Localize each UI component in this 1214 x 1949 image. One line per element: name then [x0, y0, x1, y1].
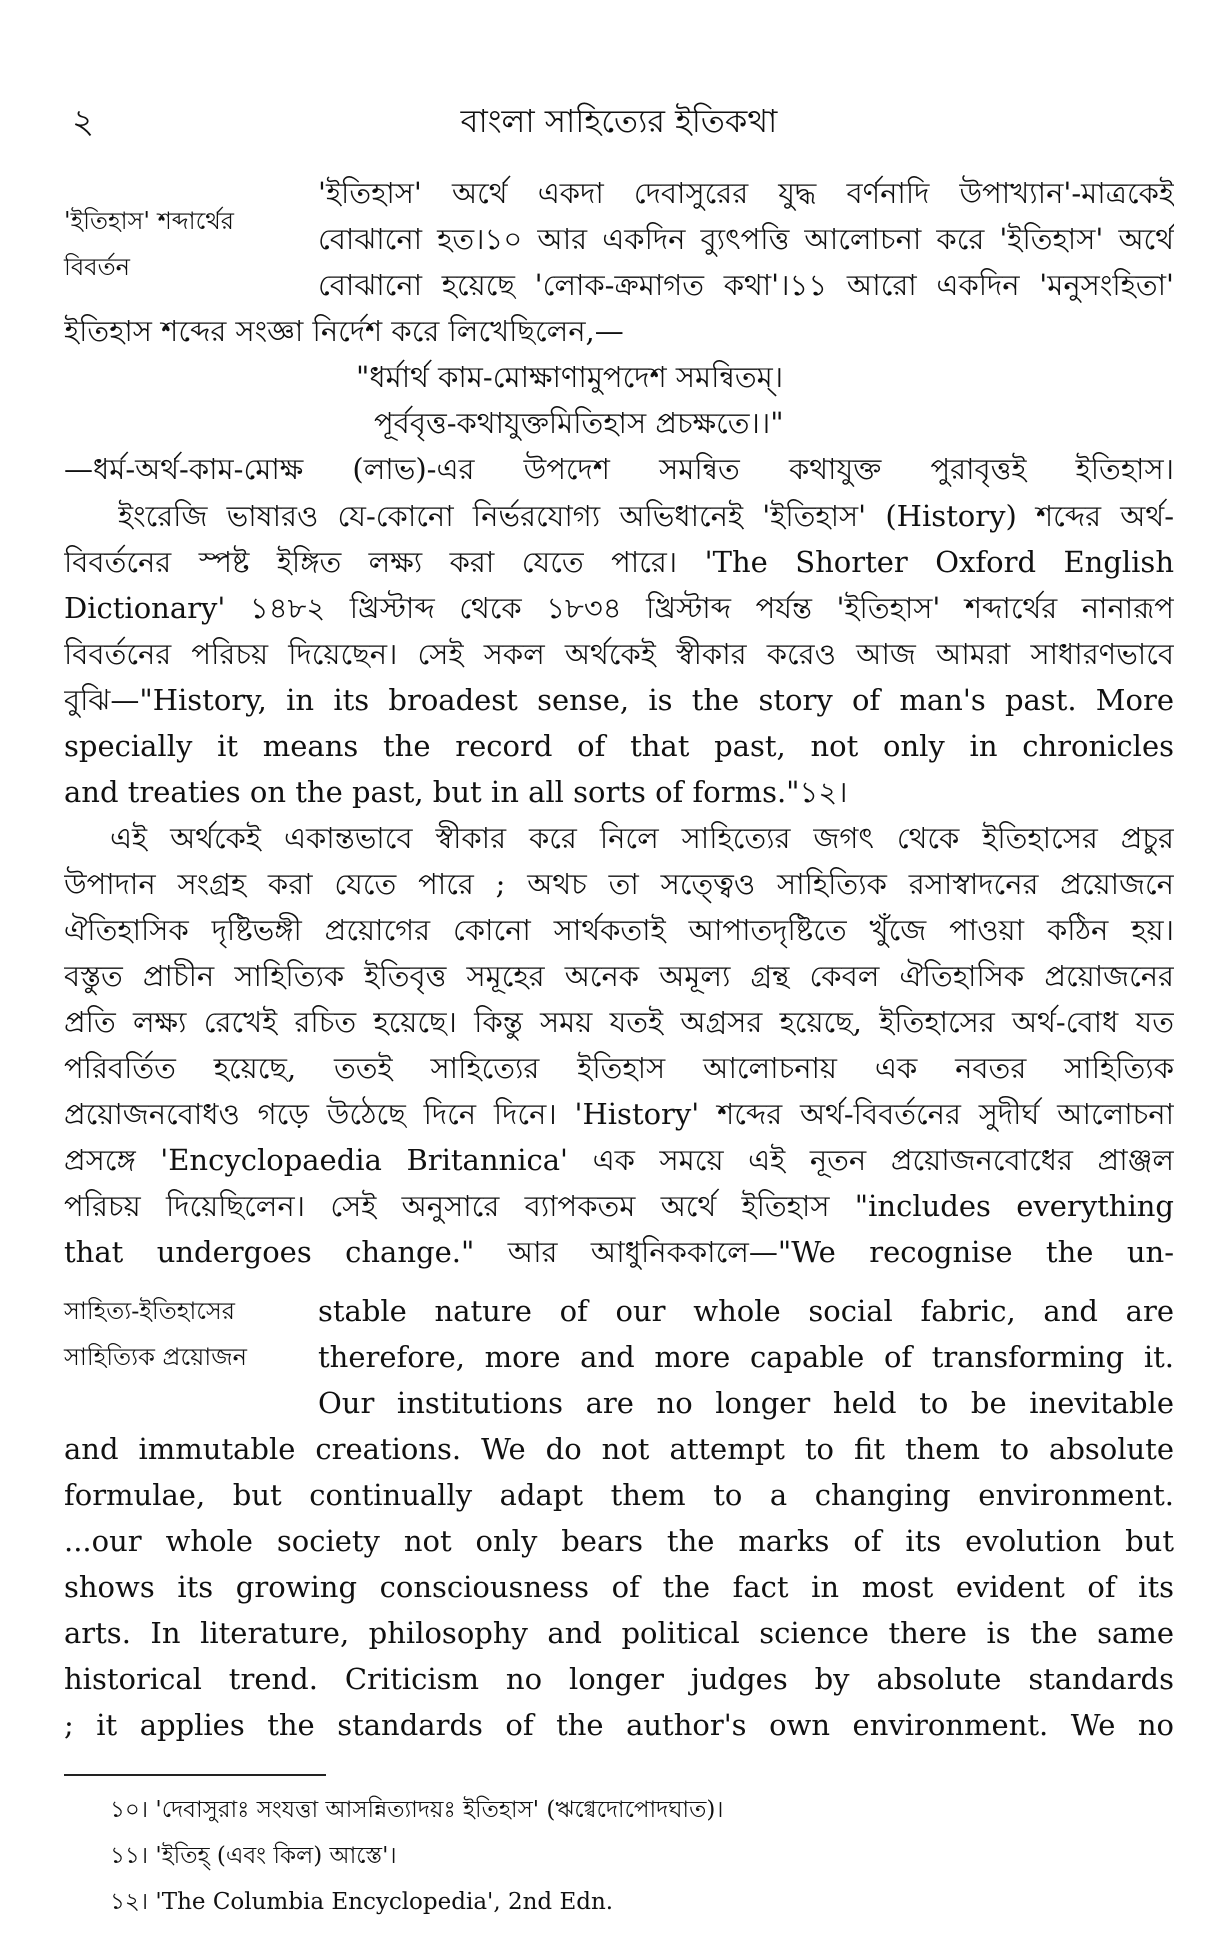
footnote-11: ১১। 'ইতিহ্ (এবং কিল) আস্তে'।: [110, 1843, 397, 1869]
body-line: formulae, but continually adapt them to a changing environment.: [64, 1478, 1174, 1512]
paragraph-first-line: এই অর্থকেই একান্তভাবে স্বীকার করে নিলে সাহিত্যের জগৎ থেকে ইতিহাসের প্রচুর: [110, 821, 1174, 855]
body-line: বোঝানো হত।১০ আর একদিন ব্যুৎপত্তি আলোচনা করে 'ইতিহাস' অর্থে: [318, 222, 1174, 256]
body-line: stable nature of our whole social fabric, and are: [318, 1294, 1174, 1328]
body-line: বিবর্তনের পরিচয় দিয়েছেন। সেই সকল অর্থকেই স্বীকার করেও আজ আমরা সাধারণভাবে: [64, 637, 1174, 671]
paragraph-first-line: ইংরেজি ভাষারও যে-কোনো নির্ভরযোগ্য অভিধানেই 'ইতিহাস' (History) শব্দের অর্থ-: [118, 499, 1174, 533]
footnote-separator: [64, 1774, 326, 1776]
body-line: shows its growing consciousness of the fact in most evident of its: [64, 1570, 1174, 1604]
body-line: বস্তুত প্রাচীন সাহিত্যিক ইতিবৃত্ত সমূহের অনেক অমূল্য গ্রন্থ কেবল ঐতিহাসিক প্রয়োজনের: [64, 959, 1174, 993]
side-note-literary-need: [64, 1288, 304, 1380]
side-note-line: সাহিত্যিক প্রয়োজন: [64, 1343, 247, 1371]
body-line: ঐতিহাসিক দৃষ্টিভঙ্গী প্রয়োগের কোনো সার্থকতাই আপাতদৃষ্টিতে খুঁজে পাওয়া কঠিন হয়।: [64, 913, 1174, 947]
body-line: পরিবর্তিত হয়েছে, ততই সাহিত্যের ইতিহাস আলোচনায় এক নবতর সাহিত্যিক: [64, 1051, 1174, 1085]
body-line: বিবর্তনের স্পষ্ট ইঙ্গিত লক্ষ্য করা যেতে পারে। 'The Shorter Oxford English: [64, 545, 1174, 579]
footnote-12: ১২। 'The Columbia Encyclopedia', 2nd Edn.: [110, 1889, 614, 1915]
body-line: উপাদান সংগ্রহ করা যেতে পারে ; অথচ তা সত্ত্বেও সাহিত্যিক রসাস্বাদনের প্রয়োজনে: [64, 867, 1174, 901]
body-line: historical trend. Criticism no longer judges by absolute standards: [64, 1662, 1174, 1696]
side-note-line: বিবর্তন: [64, 253, 130, 281]
body-line: arts. In literature, philosophy and political science there is the same: [64, 1616, 1174, 1650]
body-line: and immutable creations. We do not attempt to fit them to absolute: [64, 1432, 1174, 1466]
footnote-10: ১০। 'দেবাসুরাঃ সংযত্তা আসন্নিত্যাদয়ঃ ইতিহাস' (ঋগ্বেদোপোদঘাত)।: [110, 1797, 724, 1823]
body-line: specially it means the record of that past, not only in chronicles: [64, 729, 1174, 763]
body-line: that undergoes change." আর আধুনিককালে—"We recognise the un-: [64, 1235, 1174, 1269]
body-line: ...our whole society not only bears the marks of its evolution but: [64, 1524, 1174, 1558]
side-note-line: সাহিত্য-ইতিহাসের: [64, 1297, 235, 1325]
body-line: Our institutions are no longer held to be inevitable: [318, 1386, 1174, 1420]
side-note-history-meaning: [64, 198, 304, 290]
body-line: প্রসঙ্গে 'Encyclopaedia Britannica' এক সময়ে এই নূতন প্রয়োজনবোধের প্রাঞ্জল: [64, 1143, 1174, 1177]
page-number: ২: [72, 102, 95, 142]
verse-line: পূর্ববৃত্ত-কথাযুক্তমিতিহাস প্রচক্ষতে।।": [374, 406, 784, 440]
side-note-line: 'ইতিহাস' শব্দার্থের: [64, 207, 235, 235]
body-line: বুঝি—"History, in its broadest sense, is the story of man's past. More: [64, 683, 1174, 717]
verse-line: "ধর্মার্থ কাম-মোক্ষাণামুপদেশ সমন্বিতম্।: [356, 360, 784, 394]
body-line: ইতিহাস শব্দের সংজ্ঞা নির্দেশ করে লিখেছিলেন,—: [64, 314, 624, 348]
body-line: প্রয়োজনবোধও গড়ে উঠেছে দিনে দিনে। 'History' শব্দের অর্থ-বিবর্তনের সুদীর্ঘ আলোচনা: [64, 1097, 1174, 1131]
body-line: Dictionary' ১৪৮২ খ্রিস্টাব্দ থেকে ১৮৩৪ খ্রিস্টাব্দ পর্যন্ত 'ইতিহাস' শব্দার্থের নানারূপ: [64, 591, 1174, 625]
page-header: [64, 96, 1174, 146]
body-line: and treaties on the past, but in all sorts of forms."১২।: [64, 775, 848, 809]
body-line: ; it applies the standards of the author's own environment. We no: [64, 1708, 1174, 1742]
body-line: —ধর্ম-অর্থ-কাম-মোক্ষ (লাভ)-এর উপদেশ সমন্বিত কথাযুক্ত পুরাবৃত্তই ইতিহাস।: [64, 452, 1174, 486]
body-line: therefore, more and more capable of transforming it.: [318, 1340, 1174, 1374]
running-title: বাংলা সাহিত্যের ইতিকথা: [460, 102, 778, 140]
body-line: প্রতি লক্ষ্য রেখেই রচিত হয়েছে। কিন্তু সময় যতই অগ্রসর হয়েছে, ইতিহাসের অর্থ-বোধ যত: [64, 1005, 1174, 1039]
body-line: বোঝানো হয়েছে 'লোক-ক্রমাগত কথা'।১১ আরো একদিন 'মনুসংহিতা': [318, 268, 1174, 302]
body-line: পরিচয় দিয়েছিলেন। সেই অনুসারে ব্যাপকতম অর্থে ইতিহাস "includes everything: [64, 1189, 1174, 1223]
body-line: 'ইতিহাস' অর্থে একদা দেবাসুরের যুদ্ধ বর্ণনাদি উপাখ্যান'-মাত্রকেই: [318, 176, 1174, 210]
